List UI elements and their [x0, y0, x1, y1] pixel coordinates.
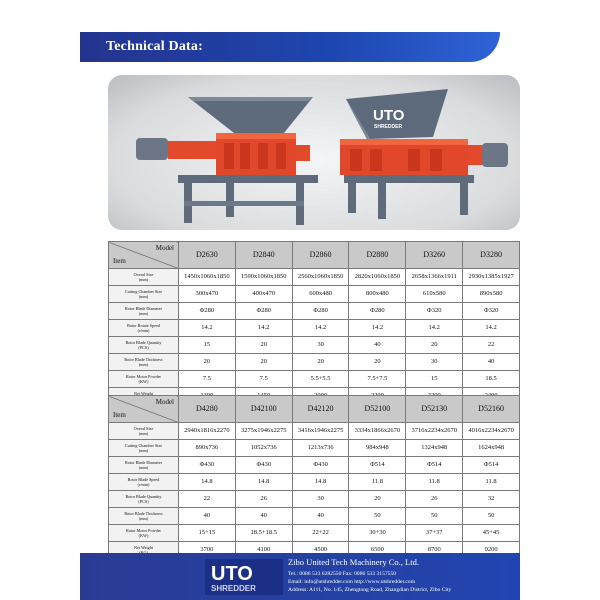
- table-cell: 18.5+18.5: [235, 525, 292, 542]
- table-cell: 2658x1366x1911: [406, 269, 463, 286]
- table-cell: 20: [349, 491, 406, 508]
- table-cell: 40: [463, 354, 520, 371]
- table-cell: 600x480: [292, 286, 349, 303]
- table-cell: 2930x1385x1927: [463, 269, 520, 286]
- table-row: [109, 371, 520, 388]
- table-cell: 7.5+7.5: [349, 371, 406, 388]
- table-cell: 3416x1946x2275: [292, 423, 349, 440]
- row-label: Overal Size (mm): [109, 269, 179, 286]
- datasheet-page: [80, 0, 520, 600]
- table-cell: 30: [292, 491, 349, 508]
- table-cell: 1624x948: [463, 440, 520, 457]
- table-cell: 14.2: [235, 320, 292, 337]
- table-cell: 3716x2234x2670: [406, 423, 463, 440]
- model-header: D2630: [179, 242, 236, 269]
- table-cell: 6500: [349, 542, 406, 559]
- table-cell: Φ514: [463, 457, 520, 474]
- table-cell: 32: [463, 491, 520, 508]
- table-cell: 20: [179, 354, 236, 371]
- table-row: [109, 286, 520, 303]
- table-row: [109, 457, 520, 474]
- phone-fax: Tel.: 0086 533 6282550 Fax: 0086 533 3157550: [288, 571, 397, 577]
- table-cell: 4016x2234x2670: [463, 423, 520, 440]
- row-label: Rotor Blade Thickness (mm): [109, 508, 179, 525]
- table-cell: 14.2: [463, 320, 520, 337]
- model-header: D3280: [463, 242, 520, 269]
- table-cell: 45+45: [463, 525, 520, 542]
- row-label: Rotor Motor Powder (KW): [109, 371, 179, 388]
- table-cell: Φ430: [179, 457, 236, 474]
- row-label: Rotor Blade Quantity (PCS): [109, 337, 179, 354]
- table-cell: 50: [406, 508, 463, 525]
- row-label: Rotor Blade Speed (r/min): [109, 474, 179, 491]
- row-label: Rotor Blade Diameter (mm): [109, 303, 179, 320]
- corner-model-label: Model: [155, 398, 174, 406]
- table-row: [109, 303, 520, 320]
- table-cell: 15: [406, 371, 463, 388]
- table-cell: 7.5: [179, 371, 236, 388]
- table-cell: 3700: [179, 542, 236, 559]
- table-cell: Φ280: [179, 303, 236, 320]
- table-cell: 15: [179, 337, 236, 354]
- table-cell: 40: [349, 337, 406, 354]
- spec-table-1: [108, 241, 520, 405]
- table-cell: 30: [292, 337, 349, 354]
- table-corner-cell: [109, 396, 179, 423]
- logo-mark-icon: [205, 559, 285, 595]
- table-cell: Φ280: [235, 303, 292, 320]
- model-header: D42100: [235, 396, 292, 423]
- svg-text:UTO: UTO: [211, 563, 253, 585]
- table-cell: 14.2: [179, 320, 236, 337]
- table-cell: 40: [292, 508, 349, 525]
- table-cell: 3334x1866x2670: [349, 423, 406, 440]
- table-cell: Φ280: [292, 303, 349, 320]
- table-cell: 11.8: [463, 474, 520, 491]
- table-cell: 1324x948: [406, 440, 463, 457]
- table-cell: Φ430: [235, 457, 292, 474]
- model-header: D2840: [235, 242, 292, 269]
- table-cell: 26: [235, 491, 292, 508]
- table-cell: 50: [349, 508, 406, 525]
- table-cell: 300x470: [179, 286, 236, 303]
- row-label: Net Weight: [109, 388, 179, 405]
- table-row: [109, 440, 520, 457]
- product-photo: [108, 75, 520, 230]
- table-cell: 1450x1060x1850: [179, 269, 236, 286]
- table-cell: 1590x1060x1850: [235, 269, 292, 286]
- table-cell: 4100: [235, 542, 292, 559]
- table-cell: 14.2: [349, 320, 406, 337]
- table-cell: 14.2: [292, 320, 349, 337]
- table-cell: 890x580: [463, 286, 520, 303]
- table-cell: Φ280: [349, 303, 406, 320]
- address: Address: A111, No. 145, Zhengtong Road, Zhangdian District, Zibo City: [288, 587, 452, 593]
- model-header: D4280: [179, 396, 236, 423]
- section-banner: [80, 32, 500, 62]
- table-cell: 1213x736: [292, 440, 349, 457]
- table-cell: 20: [406, 337, 463, 354]
- table-header-row: [109, 396, 520, 423]
- shredder-machines-illustration: [108, 75, 520, 230]
- row-label: Cutting Chamber Size (mm): [109, 286, 179, 303]
- table-cell: 800x480: [349, 286, 406, 303]
- corner-item-label: Item: [113, 411, 126, 419]
- table-cell: 30+30: [349, 525, 406, 542]
- table-corner-cell: [109, 242, 179, 269]
- svg-text:UTO: UTO: [373, 107, 405, 124]
- table-cell: 22: [463, 337, 520, 354]
- table-cell: 11.8: [349, 474, 406, 491]
- table-cell: 9200: [463, 542, 520, 559]
- table-cell: 26: [406, 491, 463, 508]
- table-cell: 37+37: [406, 525, 463, 542]
- table-cell: 400x470: [235, 286, 292, 303]
- table-cell: 20: [349, 354, 406, 371]
- table-cell: 5.5+5.5: [292, 371, 349, 388]
- table-row: [109, 491, 520, 508]
- table-cell: 610x580: [406, 286, 463, 303]
- model-header: D2880: [349, 242, 406, 269]
- model-header: D52130: [406, 396, 463, 423]
- row-label: Rotor Motor Powder (KW): [109, 525, 179, 542]
- model-header: D3260: [406, 242, 463, 269]
- table-cell: 15+15: [179, 525, 236, 542]
- table-cell: 18.5: [463, 371, 520, 388]
- company-name: Zibo United Tech Machinery Co., Ltd.: [288, 557, 419, 567]
- row-label: Cutting Chamber Size (mm): [109, 440, 179, 457]
- table-cell: 50: [463, 508, 520, 525]
- table-cell: 4500: [292, 542, 349, 559]
- table-cell: Φ320: [463, 303, 520, 320]
- table-cell: 11.8: [406, 474, 463, 491]
- table-cell: Φ514: [406, 457, 463, 474]
- table-cell: 20: [292, 354, 349, 371]
- table-cell: 2820x1060x1850: [349, 269, 406, 286]
- table-cell: 14.2: [406, 320, 463, 337]
- table-row: [109, 337, 520, 354]
- table-cell: Φ320: [406, 303, 463, 320]
- row-label: Rotor Blade Diameter (mm): [109, 457, 179, 474]
- model-header: D52100: [349, 396, 406, 423]
- table-row: [109, 525, 520, 542]
- table-cell: 890x736: [179, 440, 236, 457]
- table-row: [109, 354, 520, 371]
- svg-text:SHREDDER: SHREDDER: [374, 124, 403, 130]
- table-cell: 40: [179, 508, 236, 525]
- table-cell: 984x948: [349, 440, 406, 457]
- table-cell: 30: [406, 354, 463, 371]
- table-row: [109, 474, 520, 491]
- table-cell: 14.8: [235, 474, 292, 491]
- table-cell: 2560x1060x1850: [292, 269, 349, 286]
- table-row: [109, 508, 520, 525]
- table-cell: 22+22: [292, 525, 349, 542]
- spec-table-2: [108, 395, 520, 559]
- table-cell: 14.8: [179, 474, 236, 491]
- row-label: Overal Size (mm): [109, 423, 179, 440]
- section-title: Technical Data:: [106, 39, 203, 54]
- table-row: [109, 320, 520, 337]
- table-cell: Φ514: [349, 457, 406, 474]
- table-cell: 14.8: [292, 474, 349, 491]
- model-header: D42120: [292, 396, 349, 423]
- right-shredder-machine: [340, 89, 508, 219]
- company-footer: [80, 553, 520, 600]
- table-cell: Φ430: [292, 457, 349, 474]
- table-cell: 20: [235, 354, 292, 371]
- row-label: Rotor Blade Thickness (mm): [109, 354, 179, 371]
- table-cell: 1052x736: [235, 440, 292, 457]
- corner-item-label: Item: [113, 257, 126, 265]
- model-header: D52160: [463, 396, 520, 423]
- row-label: Rotor Rotate Speed (r/min): [109, 320, 179, 337]
- table-row: [109, 423, 520, 440]
- table-cell: 40: [235, 508, 292, 525]
- svg-text:SHREDDER: SHREDDER: [211, 584, 256, 593]
- row-label: Net Weight: [109, 542, 179, 559]
- table-cell: 22: [179, 491, 236, 508]
- table-cell: 3275x1946x2275: [235, 423, 292, 440]
- row-label: Rotor Blade Quantity (PCS): [109, 491, 179, 508]
- model-header: D2860: [292, 242, 349, 269]
- table-header-row: [109, 242, 520, 269]
- table-cell: 8700: [406, 542, 463, 559]
- table-cell: 2940x1816x2270: [179, 423, 236, 440]
- email-web: Email: info@utshredder.com http://www.utshredder.com: [288, 579, 416, 585]
- left-shredder-machine: [136, 97, 318, 225]
- corner-model-label: Model: [155, 244, 174, 252]
- table-cell: 7.5: [235, 371, 292, 388]
- table-row: [109, 269, 520, 286]
- table-cell: 20: [235, 337, 292, 354]
